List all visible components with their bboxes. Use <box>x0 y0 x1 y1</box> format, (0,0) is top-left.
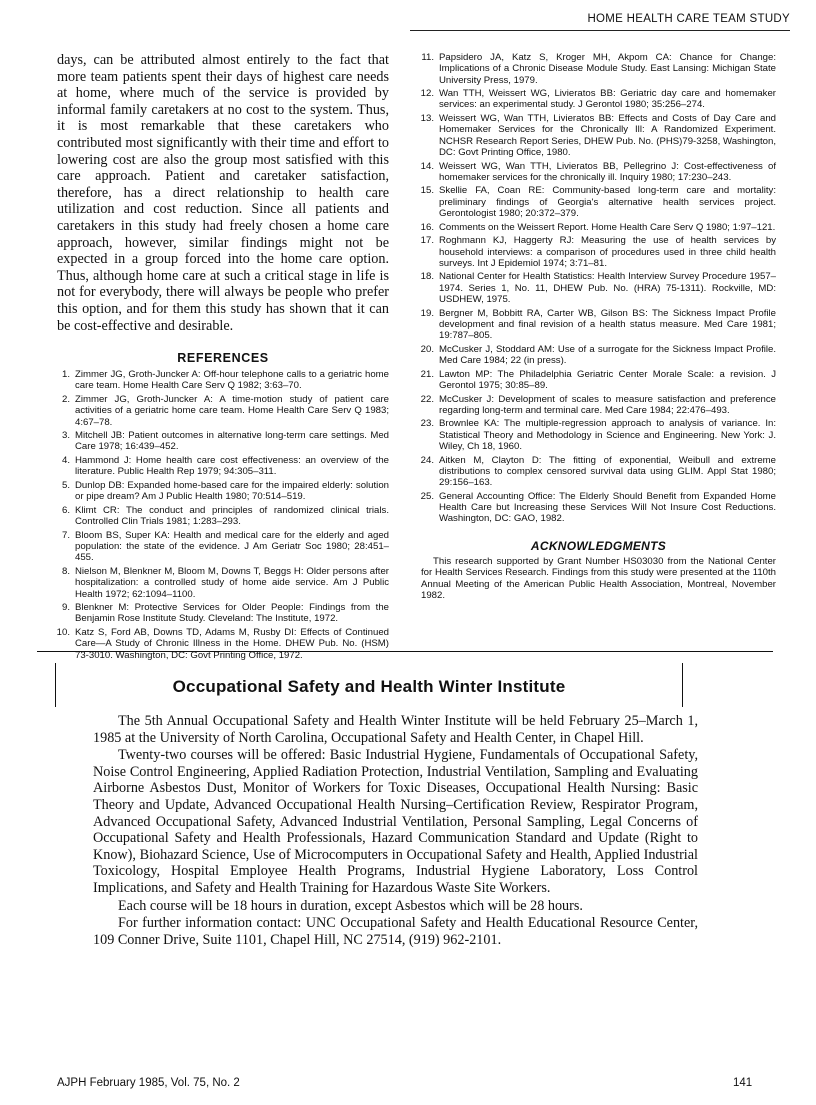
footer-journal: AJPH February 1985, Vol. 75, No. 2 <box>57 1077 240 1089</box>
announcement-title: Occupational Safety and Health Winter Institute <box>172 677 566 696</box>
reference-number: 23. <box>420 418 434 430</box>
reference-text: Papsidero JA, Katz S, Kroger MH, Akpom CA: Chance for Change: Implications of a Chronic Disease Module Study. East Lansing: Michigan State University Press, 1979. <box>439 52 776 86</box>
reference-text: Bloom BS, Super KA: Health and medical care for the elderly and aged population: the state of the evidence. J Am Geriatr Soc 1980; 28:451–455. <box>75 529 389 564</box>
reference-number: 2. <box>61 393 70 405</box>
reference-item <box>57 430 389 453</box>
announcement-title-frame <box>55 663 683 707</box>
reference-number: 15. <box>420 185 434 197</box>
reference-text: Katz S, Ford AB, Downs TD, Adams M, Rusby DI: Effects of Continued Care—A Study of Chronic Illness in the Home. DHEW Pub. No. (HSM) 73-3010. Washington, DC: Govt Printing Office, 1972. <box>75 627 389 661</box>
reference-text: Zimmer JG, Groth-Juncker A: Off-hour telephone calls to a geriatric home care team. Home Health Care Serv Q 1982; 3:63–70. <box>75 369 389 392</box>
reference-item <box>421 455 776 489</box>
reference-text: McCusker J: Development of scales to measure satisfaction and preference regarding long-term and terminal care. Med Care 1984; 22:476–493. <box>439 393 776 416</box>
reference-text: Hammond J: Home health care cost effectiveness: an overview of the literature. Public Health Rep 1979; 94:305–311. <box>75 455 389 478</box>
reference-text: Aitken M, Clayton D: The fitting of exponential, Weibull and extreme distributions to complex censored survival data using GLIM. Appl Stat 1980; 29:156–163. <box>439 454 776 489</box>
reference-text: Roghmann KJ, Haggerty RJ: Measuring the use of health services by household interviews: a comparison of procedures used in three child health surveys. Int J Epidemiol 1974; 3:71–81. <box>439 235 776 269</box>
reference-number: 4. <box>61 455 70 467</box>
running-head: HOME HEALTH CARE TEAM STUDY <box>587 13 790 25</box>
reference-number: 8. <box>61 565 70 577</box>
reference-number: 3. <box>61 430 70 442</box>
reference-text: General Accounting Office: The Elderly Should Benefit from Expanded Home Health Care but Increasing these Services Will Not Insure Cost Reductions. Washington, DC: GAO, 1982. <box>439 490 776 525</box>
reference-text: Blenkner M: Protective Services for Older People: Findings from the Benjamin Rose Institute Study. Cleveland: The Institute, 1972. <box>75 602 389 625</box>
announcement-paragraph: Each course will be 18 hours in duration, except Asbestos which will be 28 hours. <box>118 897 583 914</box>
reference-number: 1. <box>61 369 70 381</box>
reference-item <box>421 369 776 392</box>
reference-item <box>421 222 776 233</box>
reference-item <box>57 505 389 528</box>
left-column <box>57 52 389 663</box>
reference-number: 10. <box>56 627 70 638</box>
reference-number: 19. <box>420 307 434 319</box>
reference-number: 12. <box>420 88 434 100</box>
reference-text: Lawton MP: The Philadelphia Geriatric Center Morale Scale: a revision. J Gerontol 1975; 30:85–89. <box>439 368 776 391</box>
announcement-paragraph: Twenty-two courses will be offered: Basic Industrial Hygiene, Fundamentals of Occupational Safety, Noise Control Engineering, Applied Radiation Protection, Industrial Ventilation, Sampling and Evaluating Airborne Asbestos Dust, Monitor of Workers for Toxic Diseases, Occupational Health Nursing: Basic Theory and Update, Advanced Occupational Health Nursing–Certification Review, Respirator Program, Advanced Occupational Safety, Advanced Industrial Ventilation, Personal Sampling, Legal Concerns of Occupational Safety and Health Professionals, Hazard Communication Standard and Update (Right to Know), Biohazard Science, Use of Microcomputers in Occupational Safety and Health, Applied Industrial Toxicology, Hospital Employee Health Programs, Industrial Hygiene Laboratory, Loss Control Implications, and Safety and Health Training for Hazardous Waste Site Workers. <box>93 747 698 896</box>
reference-item <box>421 308 776 342</box>
reference-number: 11. <box>421 52 434 63</box>
reference-text: Weissert WG, Wan TTH, Livieratos BB: Effects and Costs of Day Care and Homemaker Services for the Chronically Ill: A Randomized Experiment. NCHSR Research Report Series, DHEW Pub. No. (PHS)79-3258, Washington, DC: Govt Printing Office, 1980. <box>439 113 776 158</box>
reference-text: Wan TTH, Weissert WG, Livieratos BB: Geriatric day care and homemaker services: an experimental study. J Gerontol 1980; 35:256–274. <box>439 88 776 111</box>
announcement-paragraph: For further information contact: UNC Occupational Safety and Health Educational Resource Center, 109 Conner Drive, Suite 1101, Chapel Hill, NC 27514, (919) 962-2101. <box>93 915 698 948</box>
reference-list-left <box>57 369 389 661</box>
reference-item <box>57 369 389 392</box>
announcement-body <box>93 713 698 948</box>
reference-number: 25. <box>420 490 434 502</box>
announcement-paragraph: The 5th Annual Occupational Safety and Health Winter Institute will be held February 25–March 1, 1985 at the University of North Carolina, Occupational Safety and Health Center, in Chapel Hill. <box>93 713 698 746</box>
reference-number: 20. <box>420 343 434 355</box>
reference-text: Dunlop DB: Expanded home-based care for the impaired elderly: solution or pipe dream? Am J Public Health 1980; 70:514–519. <box>75 479 389 503</box>
reference-item <box>57 480 389 503</box>
reference-text: National Center for Health Statistics: Health Interview Survey Procedure 1957–1974. Series 1, No. 11, DHEW Pub. No. (HRA) 75-1311). Rockville, MD: USDHEW, 1975. <box>439 271 776 306</box>
reference-item <box>421 88 776 111</box>
reference-item <box>421 394 776 417</box>
reference-text: McCusker J, Stoddard AM: Use of a surrogate for the Sickness Impact Profile. Med Care 1984; 22 (in press). <box>439 343 776 367</box>
reference-number: 13. <box>420 113 434 125</box>
reference-item <box>421 161 776 184</box>
reference-text: Weissert WG, Wan TTH, Livieratos BB, Pellegrino J: Cost-effectiveness of homemaker services for the chronically ill. Inquiry 1980; 17:230–243. <box>439 160 776 183</box>
reference-text: Brownlee KA: The multiple-regression approach to analysis of variance. In: Statistical Theory and Methodology in Science and Engineering. New York: J. Wiley, Ch 18, 1960. <box>439 418 776 453</box>
reference-number: 22. <box>420 393 434 405</box>
reference-text: Zimmer JG, Groth-Juncker A: A time-motion study of patient care activities of a geriatric home care team. Home Health Care Serv Q 1983; 4:67–78. <box>75 393 389 428</box>
reference-item <box>57 566 389 600</box>
reference-number: 16. <box>420 221 434 233</box>
reference-item <box>421 271 776 305</box>
reference-item <box>421 113 776 158</box>
reference-number: 24. <box>420 454 434 466</box>
reference-text: Nielson M, Blenkner M, Bloom M, Downs T, Beggs H: Older persons after hospitalization: a controlled study of home aide service. Am J Public Health 1972; 62:1094–1100. <box>75 565 389 600</box>
reference-item <box>57 394 389 428</box>
reference-item <box>57 455 389 478</box>
right-column <box>421 52 776 602</box>
running-head-rule <box>410 30 790 31</box>
reference-number: 21. <box>420 368 434 380</box>
reference-item <box>57 602 389 625</box>
body-paragraph: days, can be attributed almost entirely to the fact that more team patients spent their days of highest care needs at home, where much of the service is provided by informal family caretakers at no cost to the system. Thus, it is most remarkable that these caretakers who contributed most significantly with their time and effort to lowering cost are also the group most satisfied with this care approach. Patient and caretaker satisfaction, therefore, has a direct relationship to health care utilization and cost reduction. Since all patients and caretakers in this study had freely chosen a home care approach, however, similar findings might not be expected in a group forced into the home care option. Thus, although home care at such a critical stage in life is not for everybody, there will always be people who prefer this option, and for them this study has shown that it can be cost-effective and desirable. <box>57 52 389 334</box>
reference-number: 6. <box>61 504 70 516</box>
reference-number: 7. <box>61 529 70 541</box>
reference-text: Bergner M, Bobbitt RA, Carter WB, Gilson BS: The Sickness Impact Profile development and final revision of a health status measure. Med Care 1981; 19:787–805. <box>439 307 776 342</box>
footer-page-number: 141 <box>733 1077 753 1089</box>
reference-text: Comments on the Weissert Report. Home Health Care Serv Q 1980; 1:97–121. <box>439 221 776 233</box>
reference-item <box>421 52 776 86</box>
reference-text: Skellie FA, Coan RE: Community-based long-term care and mortality: preliminary findings of Georgia's alternative health services project. Gerontologist 1980; 20:372–379. <box>439 185 776 220</box>
acknowledgments-heading: ACKNOWLEDGMENTS <box>530 538 667 553</box>
reference-number: 18. <box>420 271 434 283</box>
reference-number: 9. <box>61 602 70 614</box>
reference-item <box>421 185 776 219</box>
acknowledgments-text: This research supported by Grant Number HS03030 from the National Center for Health Services Research. Findings from this study were presented at the 110th Annual Meeting of the American Public Health Association, Montreal, November 1982. <box>421 555 776 602</box>
reference-list-right <box>421 52 776 525</box>
references-heading: REFERENCES <box>177 351 269 366</box>
reference-number: 17. <box>420 235 434 247</box>
reference-text: Mitchell JB: Patient outcomes in alternative long-term care settings. Med Care 1978; 16:439–452. <box>75 430 389 453</box>
reference-item <box>57 530 389 564</box>
reference-number: 14. <box>420 160 434 172</box>
reference-item <box>421 418 776 452</box>
reference-item <box>421 491 776 525</box>
reference-item <box>421 235 776 269</box>
reference-text: Klimt CR: The conduct and principles of randomized clinical trials. Controlled Clin Trials 1981; 1:283–293. <box>75 504 389 528</box>
reference-item <box>421 344 776 367</box>
reference-number: 5. <box>61 479 70 491</box>
